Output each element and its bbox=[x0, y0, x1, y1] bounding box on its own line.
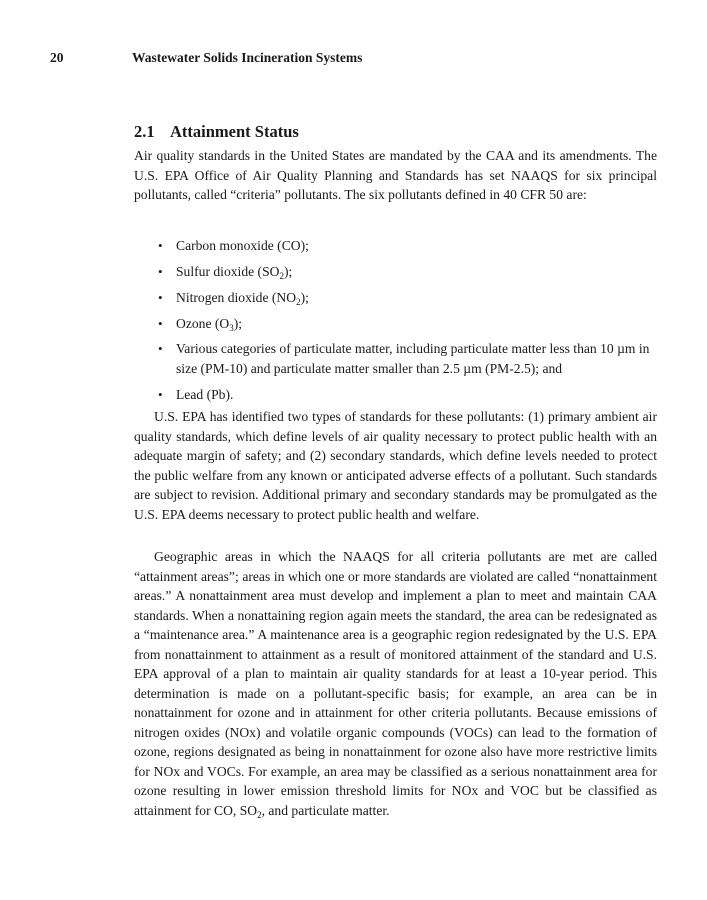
list-item-text: Lead (Pb). bbox=[176, 387, 234, 402]
bullet-icon: • bbox=[158, 316, 163, 331]
list-item bbox=[134, 235, 657, 257]
running-title: Wastewater Solids Incineration Systems bbox=[132, 50, 363, 65]
subscript: 2 bbox=[257, 809, 262, 820]
subscript: 2 bbox=[279, 271, 284, 281]
bullet-icon: • bbox=[158, 387, 163, 402]
list-item-text: Carbon monoxide (CO); bbox=[176, 238, 309, 253]
list-item bbox=[134, 287, 657, 309]
list-item-text: Ozone (O bbox=[176, 316, 230, 331]
list-item-text-end: ); bbox=[233, 316, 243, 331]
list-item bbox=[134, 261, 657, 283]
section-number: 2.1 bbox=[134, 122, 155, 141]
list-item-text: Nitrogen dioxide (NO bbox=[176, 290, 297, 305]
bullet-icon: • bbox=[158, 290, 163, 305]
intro-paragraph: Air quality standards in the United States are mandated by the CAA and its amendments. The U.S. EPA Office of Air Quality Planning and Standards has set NAAQS for six principal pollutants, called “criteria” pollutants. The six pollutants defined in 40 CFR 50 are: bbox=[134, 148, 657, 202]
list-item-text-end: ); bbox=[283, 264, 293, 279]
list-item bbox=[134, 339, 657, 379]
bullet-icon: • bbox=[158, 341, 163, 356]
pollutant-list bbox=[134, 235, 657, 410]
subscript: 3 bbox=[229, 323, 234, 333]
paragraph-text-end: , and particulate matter. bbox=[261, 802, 390, 818]
list-item bbox=[134, 384, 657, 406]
bullet-icon: • bbox=[158, 264, 163, 279]
list-item-text: Various categories of particulate matter, including particulate matter less than 10 µm in size (PM-10) and particulate matter smaller than 2.5 µm (PM-2.5); and bbox=[176, 341, 650, 376]
running-header bbox=[24, 50, 664, 68]
standards-paragraph: U.S. EPA has identified two types of standards for these pollutants: (1) primary ambient air quality standards, which define levels of air quality necessary to protect public health with an adequate margin of safety; and (2) secondary standards, which define levels needed to protect the public welfare from any known or anticipated adverse effects of a pollutant. Such standards are subject to revision. Additional primary and secondary standards may be promulgated as the U.S. EPA deems necessary to protect public health and welfare. bbox=[134, 409, 657, 522]
subscript: 2 bbox=[296, 297, 301, 307]
list-item-text-end: ); bbox=[300, 290, 309, 305]
section-heading bbox=[134, 122, 299, 142]
page-number: 20 bbox=[50, 50, 64, 65]
attainment-areas-paragraph bbox=[134, 547, 657, 820]
list-item-text: Sulfur dioxide (SO bbox=[176, 264, 280, 279]
list-item bbox=[134, 313, 657, 335]
bullet-icon: • bbox=[158, 238, 163, 253]
section-title: Attainment Status bbox=[170, 122, 299, 141]
paragraph-text: Geographic areas in which the NAAQS for all criteria pollutants are met are called “attainment areas”; areas in which one or more standards are violated are called “nonattainment areas.” A nonattainment area must develop and implement a plan to meet and maintain CAA standards. When a nonattaining region again meets the standard, the area can be redesignated as a “maintenance area.” A maintenance area is a geographic region redesignated by the U.S. EPA from nonattainment to attainment as a result of monitored attainment of the standard and U.S. EPA approval of a plan to maintain air quality standards for at least a 10-year period. This determination is made on a pollutant-specific basis; for example, an area can be in nonattainment for ozone and in attainment for other criteria pollutants. Because emissions of nitrogen oxides (NOx) and volatile organic compounds (VOCs) can lead to the formation of ozone, regions designated as being in nonattainment for ozone also have more restrictive limits for NOx and VOCs. For example, an area may be classified as a serious nonattainment area for ozone resulting in lower emission threshold limits for NOx and VOC but be classified as attainment for CO, SO bbox=[134, 549, 657, 818]
